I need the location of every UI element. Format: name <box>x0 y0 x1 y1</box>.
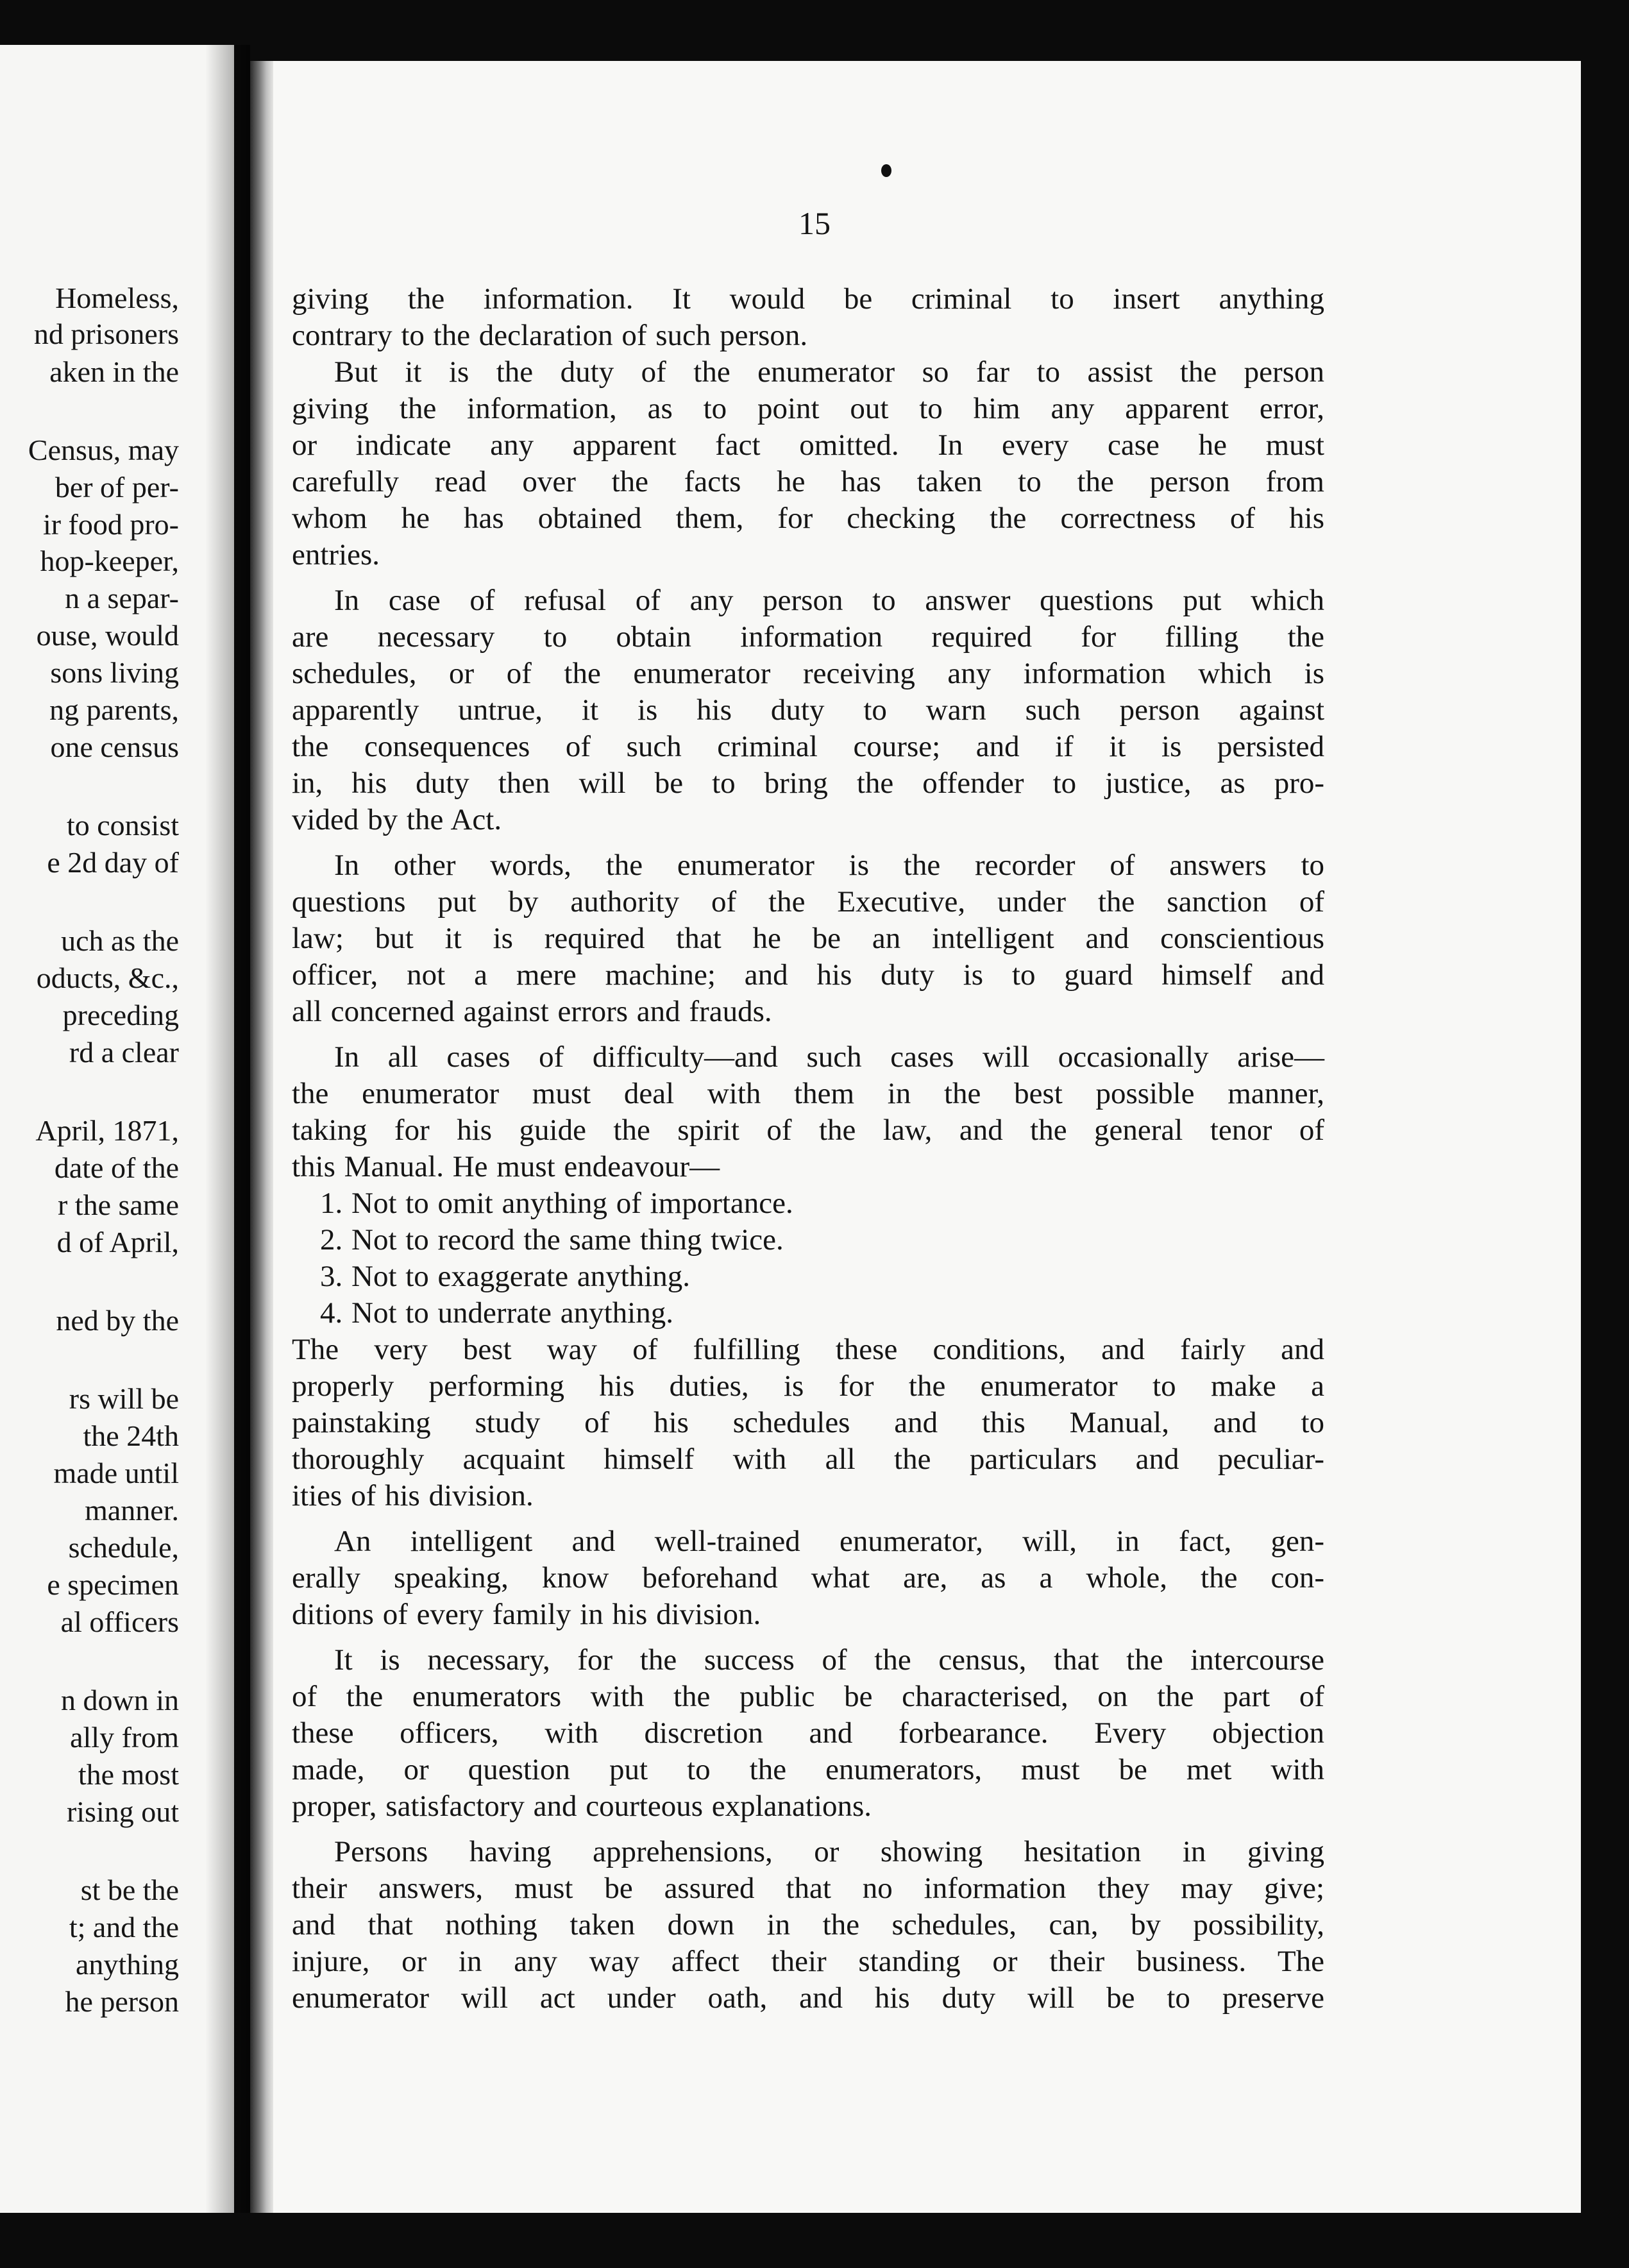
text-line: all concerned against errors and frauds. <box>292 995 772 1028</box>
left-page-line: rising out <box>66 1795 179 1828</box>
left-page-line: manner. <box>85 1494 179 1527</box>
text-line: or indicate any apparent fact omitted. In every case he must <box>292 428 1324 462</box>
left-page-line: date of the <box>54 1151 179 1184</box>
left-page-line: e specimen <box>47 1568 179 1601</box>
left-page-line: preceding <box>62 999 179 1031</box>
left-page-line: ned by the <box>56 1304 179 1337</box>
list-item: 1. Not to omit anything of importance. <box>320 1187 793 1220</box>
list-item: 4. Not to underrate anything. <box>320 1296 673 1330</box>
text-line: In all cases of difficulty—and such cases will occasionally arise— <box>334 1040 1324 1074</box>
left-page-line: one census <box>50 731 179 763</box>
paragraph-1 <box>292 281 1324 354</box>
left-page-line: n down in <box>61 1684 179 1716</box>
left-page-line: ouse, would <box>36 619 179 652</box>
paragraph-5 <box>292 1039 1324 1185</box>
left-page-line: e 2d day of <box>47 846 179 879</box>
text-line: whom he has obtained them, for checking the correctness of his <box>292 502 1324 535</box>
text-line: taking for his guide the spirit of the law, and the general tenor of <box>292 1113 1324 1147</box>
left-page-line: ber of per- <box>55 471 179 504</box>
left-page-line: uch as the <box>61 924 179 957</box>
text-line: this Manual. He must endeavour— <box>292 1150 720 1183</box>
left-page-line: r the same <box>57 1189 179 1221</box>
left-page-line: ir food pro- <box>42 508 179 541</box>
left-page-fragment <box>0 45 234 2213</box>
text-block <box>292 281 1324 2017</box>
left-page-line: to consist <box>66 809 179 842</box>
text-line: It is necessary, for the success of the census, that the intercourse <box>334 1643 1324 1677</box>
text-line: But it is the duty of the enumerator so far to assist the person <box>334 355 1324 389</box>
text-line: their answers, must be assured that no information they may give; <box>292 1872 1324 1905</box>
text-line: giving the information, as to point out to him any apparent error, <box>292 392 1324 425</box>
left-page-line: nd prisoners <box>33 317 179 350</box>
left-page-line: rd a clear <box>69 1036 179 1069</box>
text-line: made, or question put to the enumerators, must be met with <box>292 1753 1324 1786</box>
text-line: thoroughly acquaint himself with all the particulars and peculiar- <box>292 1443 1324 1476</box>
text-line: ities of his division. <box>292 1479 534 1512</box>
text-line: ditions of every family in his division. <box>292 1598 761 1631</box>
text-line: The very best way of fulfilling these conditions, and fairly and <box>292 1333 1324 1366</box>
text-line: vided by the Act. <box>292 803 502 836</box>
text-line: contrary to the declaration of such person. <box>292 319 808 352</box>
left-page-line: Homeless, <box>55 282 179 314</box>
text-line: proper, satisfactory and courteous explanations. <box>292 1790 872 1823</box>
list-item: 2. Not to record the same thing twice. <box>320 1223 784 1257</box>
paragraph-6 <box>292 1332 1324 1514</box>
left-page-line: d of April, <box>56 1226 179 1258</box>
text-line: injure, or in any way affect their standing or their business. The <box>292 1945 1324 1978</box>
text-line: enumerator will act under oath, and his duty will be to preserve <box>292 1981 1324 2015</box>
paragraph-9 <box>292 1834 1324 2017</box>
left-page-line: made until <box>53 1457 179 1489</box>
left-page-line: April, 1871, <box>35 1114 179 1147</box>
text-line: schedules, or of the enumerator receiving any information which is <box>292 657 1324 690</box>
text-line: the consequences of such criminal course; and if it is persisted <box>292 730 1324 763</box>
text-line: officer, not a mere machine; and his duty is to guard himself and <box>292 958 1324 992</box>
gutter-shadow <box>205 45 250 2213</box>
text-line: apparently untrue, it is his duty to warn such person against <box>292 693 1324 727</box>
page-number: 15 <box>798 205 831 241</box>
paragraph-8 <box>292 1642 1324 1825</box>
text-line: of the enumerators with the public be characterised, on the part of <box>292 1680 1324 1713</box>
left-page-line: sons living <box>50 656 179 689</box>
left-page-line: ng parents, <box>49 693 179 726</box>
text-line: and that nothing taken down in the schedules, can, by possibility, <box>292 1908 1324 1942</box>
left-page-line: anything <box>76 1948 179 1981</box>
binding-strip <box>250 61 273 2213</box>
left-page-line: n a separ- <box>65 582 179 614</box>
paragraph-3 <box>292 582 1324 838</box>
text-line: In other words, the enumerator is the recorder of answers to <box>334 849 1324 882</box>
left-page-line: hop-keeper, <box>40 545 179 577</box>
text-line: giving the information. It would be criminal to insert anything <box>292 282 1324 316</box>
text-line: In case of refusal of any person to answer questions put which <box>334 584 1324 617</box>
left-page-line: schedule, <box>68 1531 179 1564</box>
left-page-line: the most <box>78 1758 179 1791</box>
left-page-line: rs will be <box>69 1382 179 1415</box>
left-page-line: the 24th <box>83 1419 179 1452</box>
left-page-line: oducts, &c., <box>36 961 179 994</box>
text-line: Persons having apprehensions, or showing hesitation in giving <box>334 1835 1324 1868</box>
left-page-line: he person <box>65 1985 179 2018</box>
list-item: 3. Not to exaggerate anything. <box>320 1260 691 1293</box>
text-line: these officers, with discretion and forbearance. Every objection <box>292 1716 1324 1750</box>
text-line: law; but it is required that he be an intelligent and conscientious <box>292 922 1324 955</box>
text-line: questions put by authority of the Executive, under the sanction of <box>292 885 1324 918</box>
text-line: the enumerator must deal with them in the best possible manner, <box>292 1077 1324 1110</box>
text-line: entries. <box>292 538 380 571</box>
left-page-line: st be the <box>80 1874 179 1906</box>
text-line: erally speaking, know beforehand what are, as a whole, the con- <box>292 1561 1324 1595</box>
text-line: are necessary to obtain information required for filling the <box>292 620 1324 654</box>
text-line: painstaking study of his schedules and this Manual, and to <box>292 1406 1324 1439</box>
paragraph-2 <box>292 354 1324 573</box>
paragraph-4 <box>292 847 1324 1030</box>
left-page-line: al officers <box>60 1605 179 1638</box>
left-page-line: Census, may <box>28 434 179 466</box>
text-line: properly performing his duties, is for the enumerator to make a <box>292 1369 1324 1403</box>
left-page-line: aken in the <box>49 355 179 388</box>
left-page-line: t; and the <box>69 1911 179 1943</box>
left-page-line: ally from <box>70 1721 179 1754</box>
text-line: in, his duty then will be to bring the offender to justice, as pro- <box>292 766 1324 800</box>
text-line: carefully read over the facts he has taken to the person from <box>292 465 1324 498</box>
text-line: An intelligent and well-trained enumerator, will, in fact, gen- <box>334 1525 1324 1558</box>
ink-mark <box>881 164 891 177</box>
paragraph-7 <box>292 1523 1324 1633</box>
numbered-list <box>292 1185 1324 1332</box>
